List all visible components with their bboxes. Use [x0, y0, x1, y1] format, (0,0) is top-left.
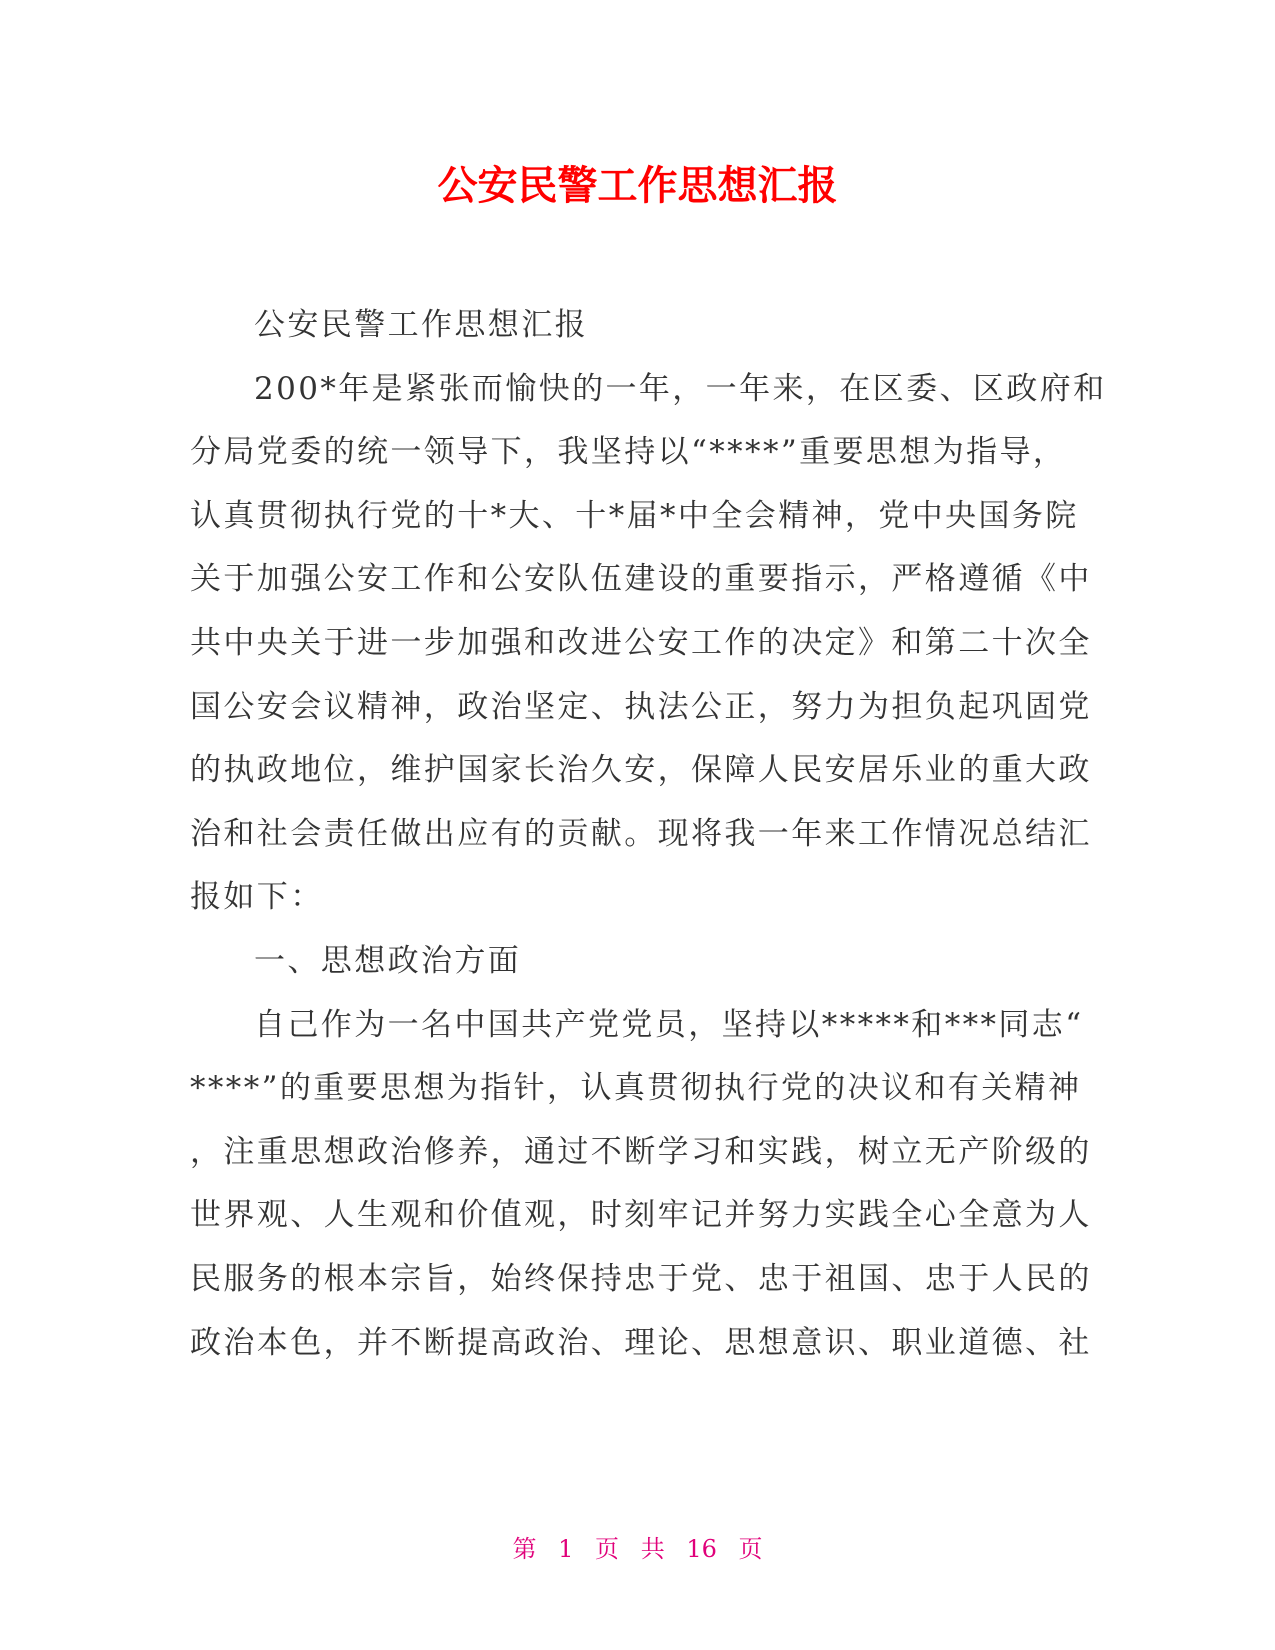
body-line: 分局党委的统一领导下，我坚持以“****”重要思想为指导，	[190, 434, 1067, 471]
body-line: 共中央关于进一步加强和改进公安工作的决定》和第二十次全	[190, 624, 1092, 661]
body-line: 的执政地位，维护国家长治久安，保障人民安居乐业的重大政	[190, 752, 1092, 789]
body-line: 关于加强公安工作和公安队伍建设的重要指示，严格遵循《中	[190, 561, 1092, 598]
footer-total-suffix: 页	[738, 1535, 763, 1563]
body-line: 政治本色，并不断提高政治、理论、思想意识、职业道德、社	[190, 1324, 1092, 1361]
footer-page-mid: 页	[595, 1535, 620, 1563]
body-line: 公安民警工作思想汇报	[254, 307, 588, 343]
section-heading: 一、思想政治方面	[254, 942, 522, 979]
footer-current-page: 1	[558, 1535, 574, 1563]
page-number-footer	[0, 1534, 1275, 1564]
document-body	[190, 294, 1107, 1375]
body-line: 自己作为一名中国共产党党员，坚持以*****和***同志“	[254, 1006, 1084, 1043]
body-line: ，注重思想政治修养，通过不断学习和实践，树立无产阶级的	[190, 1133, 1092, 1170]
body-line: 200*年是紧张而愉快的一年，一年来，在区委、区政府和	[254, 370, 1107, 407]
document-title: 公安民警工作思想汇报	[437, 163, 838, 209]
footer-total-prefix: 共	[640, 1535, 665, 1563]
body-line: 世界观、人生观和价值观，时刻牢记并努力实践全心全意为人	[190, 1197, 1092, 1234]
body-line: 报如下：	[190, 879, 324, 916]
body-line: 治和社会责任做出应有的贡献。现将我一年来工作情况总结汇	[190, 815, 1092, 852]
body-line: 国公安会议精神，政治坚定、执法公正，努力为担负起巩固党	[190, 688, 1092, 725]
body-line: ****”的重要思想为指针，认真贯彻执行党的决议和有关精神	[190, 1070, 1082, 1107]
body-line: 认真贯彻执行党的十*大、十*届*中全会精神，党中央国务院	[190, 497, 1079, 534]
footer-page-prefix: 第	[512, 1535, 537, 1563]
body-line: 民服务的根本宗旨，始终保持忠于党、忠于祖国、忠于人民的	[190, 1260, 1092, 1297]
footer-total-pages: 16	[686, 1535, 717, 1563]
